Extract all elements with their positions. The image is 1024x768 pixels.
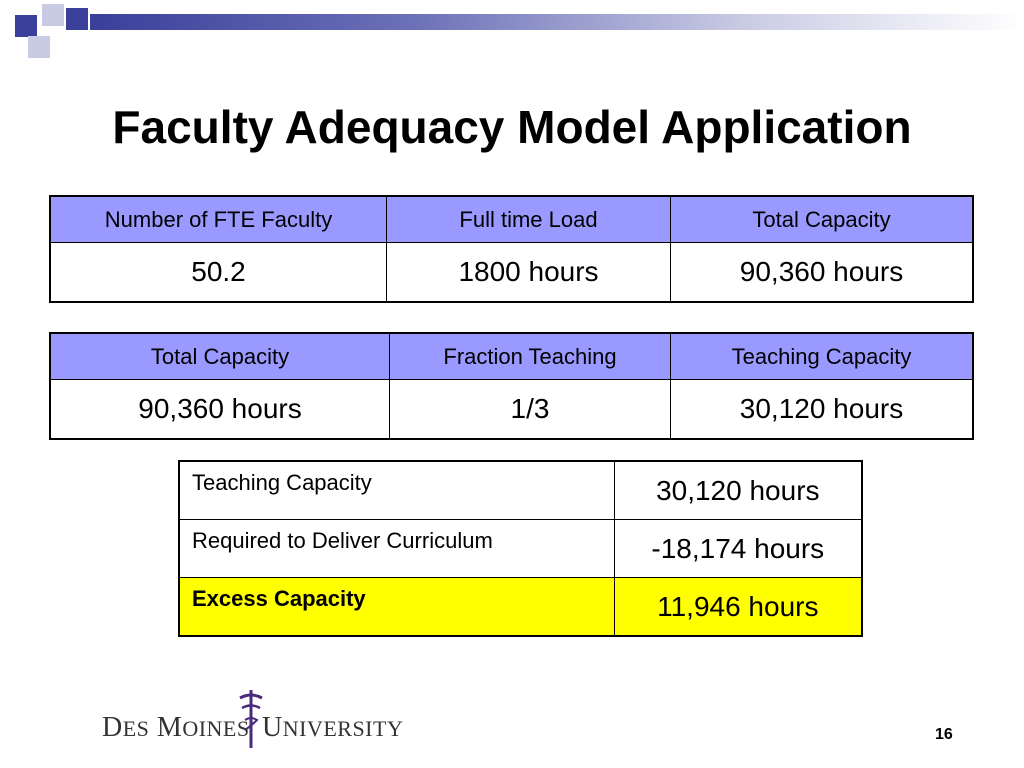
- table-header-cell: Total Capacity: [671, 196, 974, 243]
- slide-title: Faculty Adequacy Model Application: [112, 101, 912, 153]
- table-cell: 1800 hours: [387, 243, 671, 303]
- table-row: [179, 461, 862, 520]
- table-cell: 1/3: [390, 380, 671, 440]
- table-row: [50, 380, 973, 440]
- row-value: 11,946 hours: [614, 578, 862, 637]
- table-header-cell: Number of FTE Faculty: [50, 196, 387, 243]
- table-header-row: [50, 196, 973, 243]
- logo-rest: NIVERSITY: [282, 716, 404, 741]
- logo-rest: OINES: [182, 716, 250, 741]
- decor-square: [28, 36, 50, 58]
- decor-square: [66, 8, 88, 30]
- excess-capacity-table: [178, 460, 863, 637]
- row-value: -18,174 hours: [614, 520, 862, 578]
- table-row: [50, 243, 973, 303]
- row-label: Required to Deliver Curriculum: [179, 520, 614, 578]
- logo-initial: D: [102, 712, 123, 743]
- table-header-cell: Teaching Capacity: [671, 333, 974, 380]
- table-row: [179, 520, 862, 578]
- table-header-cell: Fraction Teaching: [390, 333, 671, 380]
- logo-word-university: [262, 712, 403, 744]
- row-label: Teaching Capacity: [179, 461, 614, 520]
- logo-initial: U: [262, 712, 283, 743]
- table-cell: 90,360 hours: [50, 380, 390, 440]
- row-label: Excess Capacity: [179, 578, 614, 637]
- table-header-cell: Total Capacity: [50, 333, 390, 380]
- row-value: 30,120 hours: [614, 461, 862, 520]
- logo-word-des-moines: [102, 712, 250, 744]
- table-header-cell: Full time Load: [387, 196, 671, 243]
- table-header-row: [50, 333, 973, 380]
- table-cell: 30,120 hours: [671, 380, 974, 440]
- logo-rest: ES: [122, 716, 150, 741]
- header-gradient-bar: [90, 14, 1024, 30]
- decor-square: [60, 30, 78, 48]
- capacity-table: [49, 195, 974, 303]
- table-cell: 50.2: [50, 243, 387, 303]
- page-number: 16: [935, 726, 953, 743]
- decor-square: [15, 15, 37, 37]
- teaching-capacity-table: [49, 332, 974, 440]
- logo-initial: M: [156, 712, 183, 743]
- table-cell: 90,360 hours: [671, 243, 974, 303]
- table-row-highlighted: [179, 578, 862, 637]
- decor-square: [42, 4, 64, 26]
